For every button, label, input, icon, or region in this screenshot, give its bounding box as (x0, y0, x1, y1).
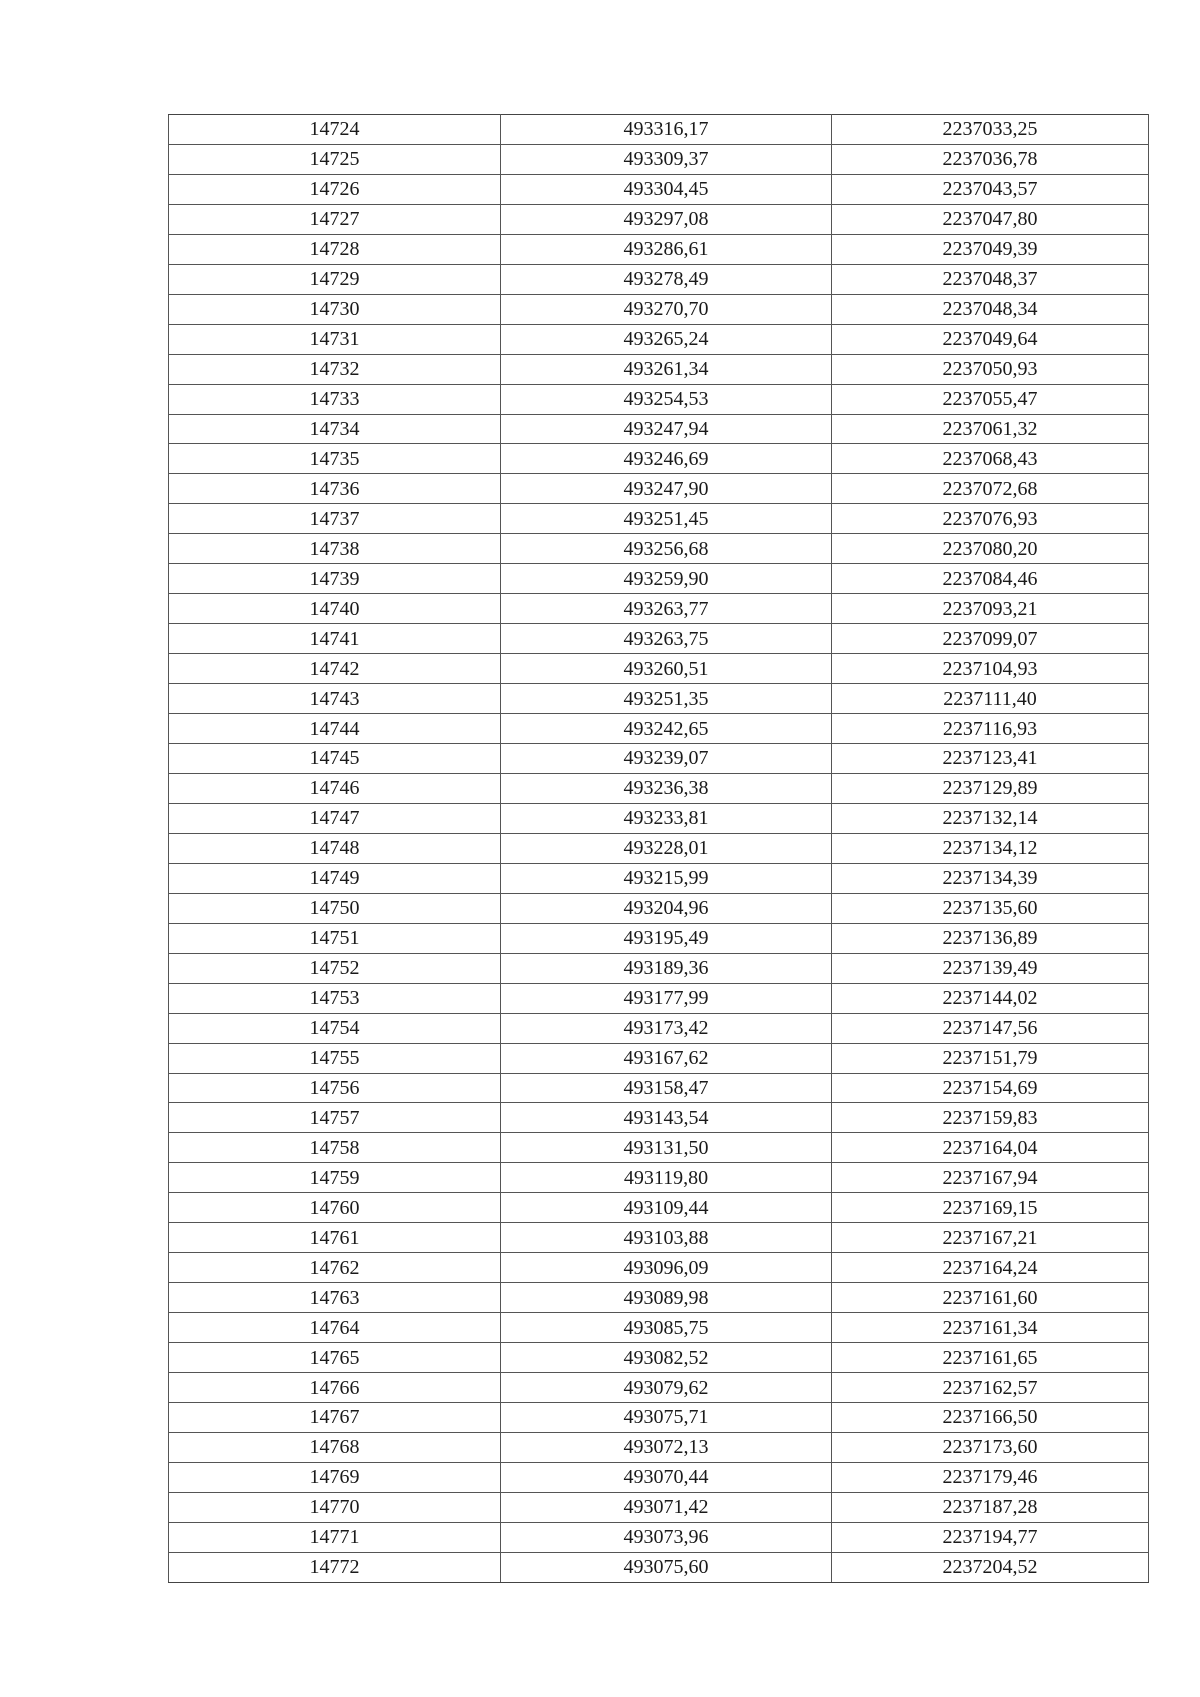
y-coordinate-cell: 2237048,37 (832, 264, 1149, 294)
x-coordinate-cell: 493085,75 (501, 1313, 832, 1343)
x-coordinate-cell: 493247,94 (501, 414, 832, 444)
table-row (169, 1103, 1149, 1133)
table-row (169, 773, 1149, 803)
x-coordinate-cell: 493071,42 (501, 1492, 832, 1522)
point-number-cell: 14752 (169, 953, 501, 983)
point-number-cell: 14771 (169, 1522, 501, 1552)
table-row (169, 1432, 1149, 1462)
y-coordinate-cell: 2237161,60 (832, 1283, 1149, 1313)
point-number-cell: 14770 (169, 1492, 501, 1522)
table-row (169, 833, 1149, 863)
coordinate-table-body (169, 115, 1149, 1583)
y-coordinate-cell: 2237151,79 (832, 1043, 1149, 1073)
table-row (169, 474, 1149, 504)
table-row (169, 1522, 1149, 1552)
x-coordinate-cell: 493109,44 (501, 1193, 832, 1223)
point-number-cell: 14734 (169, 414, 501, 444)
x-coordinate-cell: 493228,01 (501, 833, 832, 863)
table-row (169, 324, 1149, 354)
table-row (169, 1283, 1149, 1313)
table-row (169, 744, 1149, 774)
table-row (169, 414, 1149, 444)
y-coordinate-cell: 2237093,21 (832, 594, 1149, 624)
x-coordinate-cell: 493096,09 (501, 1253, 832, 1283)
y-coordinate-cell: 2237134,39 (832, 863, 1149, 893)
table-row (169, 1462, 1149, 1492)
point-number-cell: 14751 (169, 923, 501, 953)
table-row (169, 714, 1149, 744)
point-number-cell: 14741 (169, 624, 501, 654)
point-number-cell: 14724 (169, 115, 501, 145)
y-coordinate-cell: 2237134,12 (832, 833, 1149, 863)
x-coordinate-cell: 493260,51 (501, 654, 832, 684)
y-coordinate-cell: 2237173,60 (832, 1432, 1149, 1462)
table-row (169, 564, 1149, 594)
x-coordinate-cell: 493247,90 (501, 474, 832, 504)
y-coordinate-cell: 2237129,89 (832, 773, 1149, 803)
y-coordinate-cell: 2237061,32 (832, 414, 1149, 444)
point-number-cell: 14727 (169, 204, 501, 234)
y-coordinate-cell: 2237076,93 (832, 504, 1149, 534)
x-coordinate-cell: 493079,62 (501, 1373, 832, 1403)
x-coordinate-cell: 493089,98 (501, 1283, 832, 1313)
point-number-cell: 14740 (169, 594, 501, 624)
point-number-cell: 14737 (169, 504, 501, 534)
table-row (169, 234, 1149, 264)
point-number-cell: 14766 (169, 1373, 501, 1403)
table-row (169, 1013, 1149, 1043)
point-number-cell: 14742 (169, 654, 501, 684)
table-row (169, 863, 1149, 893)
x-coordinate-cell: 493304,45 (501, 174, 832, 204)
x-coordinate-cell: 493233,81 (501, 803, 832, 833)
point-number-cell: 14764 (169, 1313, 501, 1343)
point-number-cell: 14756 (169, 1073, 501, 1103)
y-coordinate-cell: 2237123,41 (832, 744, 1149, 774)
x-coordinate-cell: 493082,52 (501, 1343, 832, 1373)
x-coordinate-cell: 493286,61 (501, 234, 832, 264)
table-row (169, 1343, 1149, 1373)
table-row (169, 803, 1149, 833)
x-coordinate-cell: 493075,60 (501, 1552, 832, 1582)
point-number-cell: 14728 (169, 234, 501, 264)
y-coordinate-cell: 2237080,20 (832, 534, 1149, 564)
x-coordinate-cell: 493158,47 (501, 1073, 832, 1103)
x-coordinate-cell: 493167,62 (501, 1043, 832, 1073)
point-number-cell: 14743 (169, 684, 501, 714)
y-coordinate-cell: 2237099,07 (832, 624, 1149, 654)
x-coordinate-cell: 493263,75 (501, 624, 832, 654)
x-coordinate-cell: 493073,96 (501, 1522, 832, 1552)
point-number-cell: 14759 (169, 1163, 501, 1193)
table-row (169, 264, 1149, 294)
y-coordinate-cell: 2237049,39 (832, 234, 1149, 264)
point-number-cell: 14725 (169, 144, 501, 174)
x-coordinate-cell: 493131,50 (501, 1133, 832, 1163)
x-coordinate-cell: 493263,77 (501, 594, 832, 624)
point-number-cell: 14735 (169, 444, 501, 474)
x-coordinate-cell: 493119,80 (501, 1163, 832, 1193)
table-row (169, 504, 1149, 534)
x-coordinate-cell: 493251,45 (501, 504, 832, 534)
table-row (169, 1163, 1149, 1193)
point-number-cell: 14744 (169, 714, 501, 744)
y-coordinate-cell: 2237135,60 (832, 893, 1149, 923)
x-coordinate-cell: 493297,08 (501, 204, 832, 234)
y-coordinate-cell: 2237116,93 (832, 714, 1149, 744)
coordinate-table (168, 114, 1149, 1583)
table-row (169, 594, 1149, 624)
table-row (169, 444, 1149, 474)
y-coordinate-cell: 2237167,94 (832, 1163, 1149, 1193)
point-number-cell: 14736 (169, 474, 501, 504)
y-coordinate-cell: 2237204,52 (832, 1552, 1149, 1582)
point-number-cell: 14730 (169, 294, 501, 324)
x-coordinate-cell: 493316,17 (501, 115, 832, 145)
table-row (169, 1373, 1149, 1403)
point-number-cell: 14753 (169, 983, 501, 1013)
x-coordinate-cell: 493072,13 (501, 1432, 832, 1462)
y-coordinate-cell: 2237144,02 (832, 983, 1149, 1013)
point-number-cell: 14772 (169, 1552, 501, 1582)
point-number-cell: 14767 (169, 1402, 501, 1432)
x-coordinate-cell: 493189,36 (501, 953, 832, 983)
y-coordinate-cell: 2237162,57 (832, 1373, 1149, 1403)
y-coordinate-cell: 2237187,28 (832, 1492, 1149, 1522)
y-coordinate-cell: 2237048,34 (832, 294, 1149, 324)
table-row (169, 294, 1149, 324)
table-row (169, 1193, 1149, 1223)
table-row (169, 144, 1149, 174)
point-number-cell: 14738 (169, 534, 501, 564)
x-coordinate-cell: 493236,38 (501, 773, 832, 803)
point-number-cell: 14763 (169, 1283, 501, 1313)
y-coordinate-cell: 2237036,78 (832, 144, 1149, 174)
x-coordinate-cell: 493256,68 (501, 534, 832, 564)
table-row (169, 684, 1149, 714)
table-row (169, 354, 1149, 384)
y-coordinate-cell: 2237169,15 (832, 1193, 1149, 1223)
y-coordinate-cell: 2237159,83 (832, 1103, 1149, 1133)
y-coordinate-cell: 2237164,04 (832, 1133, 1149, 1163)
y-coordinate-cell: 2237132,14 (832, 803, 1149, 833)
point-number-cell: 14768 (169, 1432, 501, 1462)
table-row (169, 624, 1149, 654)
table-row (169, 534, 1149, 564)
x-coordinate-cell: 493075,71 (501, 1402, 832, 1432)
y-coordinate-cell: 2237164,24 (832, 1253, 1149, 1283)
table-row (169, 204, 1149, 234)
y-coordinate-cell: 2237043,57 (832, 174, 1149, 204)
point-number-cell: 14748 (169, 833, 501, 863)
point-number-cell: 14733 (169, 384, 501, 414)
x-coordinate-cell: 493143,54 (501, 1103, 832, 1133)
point-number-cell: 14745 (169, 744, 501, 774)
x-coordinate-cell: 493259,90 (501, 564, 832, 594)
y-coordinate-cell: 2237111,40 (832, 684, 1149, 714)
x-coordinate-cell: 493239,07 (501, 744, 832, 774)
point-number-cell: 14746 (169, 773, 501, 803)
x-coordinate-cell: 493261,34 (501, 354, 832, 384)
x-coordinate-cell: 493278,49 (501, 264, 832, 294)
table-row (169, 115, 1149, 145)
y-coordinate-cell: 2237139,49 (832, 953, 1149, 983)
point-number-cell: 14760 (169, 1193, 501, 1223)
y-coordinate-cell: 2237136,89 (832, 923, 1149, 953)
x-coordinate-cell: 493309,37 (501, 144, 832, 174)
y-coordinate-cell: 2237055,47 (832, 384, 1149, 414)
x-coordinate-cell: 493215,99 (501, 863, 832, 893)
y-coordinate-cell: 2237179,46 (832, 1462, 1149, 1492)
y-coordinate-cell: 2237161,34 (832, 1313, 1149, 1343)
x-coordinate-cell: 493251,35 (501, 684, 832, 714)
y-coordinate-cell: 2237068,43 (832, 444, 1149, 474)
table-row (169, 1223, 1149, 1253)
y-coordinate-cell: 2237167,21 (832, 1223, 1149, 1253)
y-coordinate-cell: 2237050,93 (832, 354, 1149, 384)
table-row (169, 654, 1149, 684)
table-row (169, 953, 1149, 983)
y-coordinate-cell: 2237166,50 (832, 1402, 1149, 1432)
table-row (169, 1492, 1149, 1522)
table-row (169, 384, 1149, 414)
x-coordinate-cell: 493177,99 (501, 983, 832, 1013)
table-row (169, 1402, 1149, 1432)
point-number-cell: 14757 (169, 1103, 501, 1133)
point-number-cell: 14729 (169, 264, 501, 294)
point-number-cell: 14754 (169, 1013, 501, 1043)
y-coordinate-cell: 2237154,69 (832, 1073, 1149, 1103)
x-coordinate-cell: 493265,24 (501, 324, 832, 354)
point-number-cell: 14749 (169, 863, 501, 893)
y-coordinate-cell: 2237033,25 (832, 115, 1149, 145)
x-coordinate-cell: 493242,65 (501, 714, 832, 744)
point-number-cell: 14762 (169, 1253, 501, 1283)
point-number-cell: 14769 (169, 1462, 501, 1492)
x-coordinate-cell: 493195,49 (501, 923, 832, 953)
x-coordinate-cell: 493173,42 (501, 1013, 832, 1043)
y-coordinate-cell: 2237161,65 (832, 1343, 1149, 1373)
point-number-cell: 14747 (169, 803, 501, 833)
y-coordinate-cell: 2237104,93 (832, 654, 1149, 684)
x-coordinate-cell: 493246,69 (501, 444, 832, 474)
y-coordinate-cell: 2237147,56 (832, 1013, 1149, 1043)
y-coordinate-cell: 2237194,77 (832, 1522, 1149, 1552)
point-number-cell: 14750 (169, 893, 501, 923)
x-coordinate-cell: 493070,44 (501, 1462, 832, 1492)
point-number-cell: 14755 (169, 1043, 501, 1073)
y-coordinate-cell: 2237047,80 (832, 204, 1149, 234)
point-number-cell: 14758 (169, 1133, 501, 1163)
point-number-cell: 14731 (169, 324, 501, 354)
table-row (169, 1043, 1149, 1073)
x-coordinate-cell: 493254,53 (501, 384, 832, 414)
x-coordinate-cell: 493204,96 (501, 893, 832, 923)
table-row (169, 1552, 1149, 1582)
point-number-cell: 14739 (169, 564, 501, 594)
y-coordinate-cell: 2237084,46 (832, 564, 1149, 594)
point-number-cell: 14732 (169, 354, 501, 384)
x-coordinate-cell: 493270,70 (501, 294, 832, 324)
table-row (169, 983, 1149, 1013)
y-coordinate-cell: 2237072,68 (832, 474, 1149, 504)
table-row (169, 893, 1149, 923)
table-row (169, 1253, 1149, 1283)
table-row (169, 1313, 1149, 1343)
y-coordinate-cell: 2237049,64 (832, 324, 1149, 354)
x-coordinate-cell: 493103,88 (501, 1223, 832, 1253)
point-number-cell: 14761 (169, 1223, 501, 1253)
point-number-cell: 14765 (169, 1343, 501, 1373)
table-row (169, 174, 1149, 204)
table-row (169, 1073, 1149, 1103)
table-row (169, 1133, 1149, 1163)
point-number-cell: 14726 (169, 174, 501, 204)
table-row (169, 923, 1149, 953)
